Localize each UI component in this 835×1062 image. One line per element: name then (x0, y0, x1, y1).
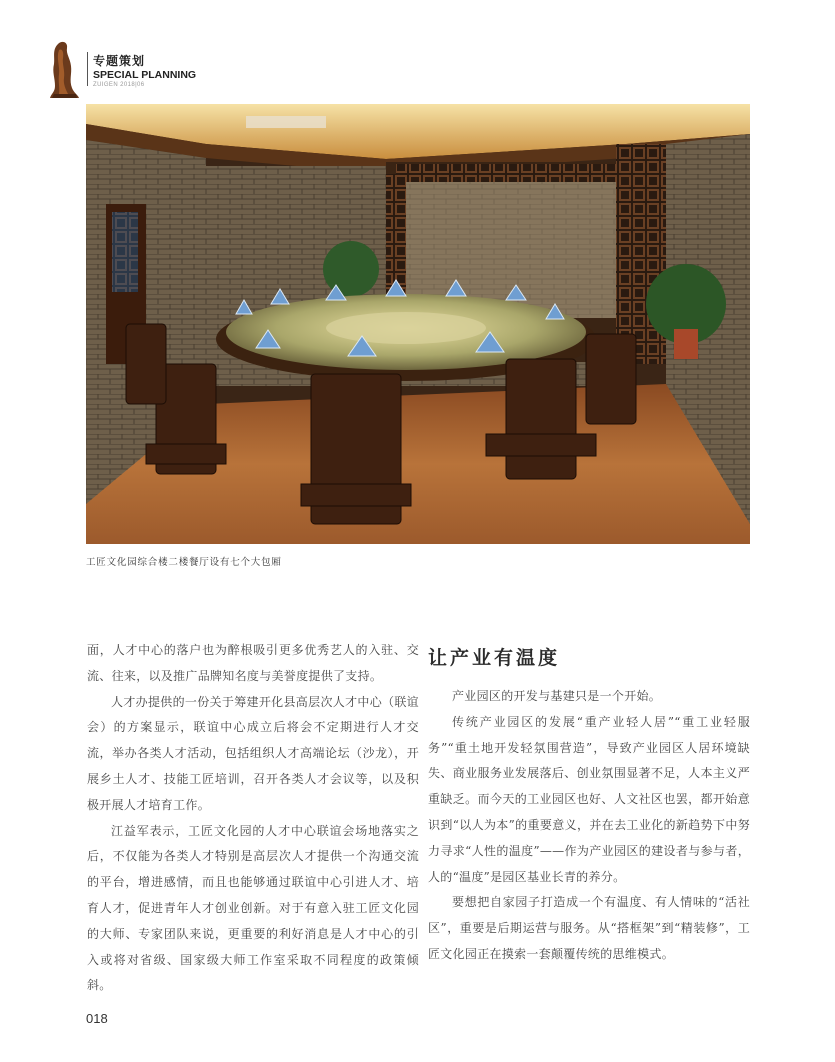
root-carving-logo-icon (46, 40, 80, 100)
section-title-cn: 专题策划 (93, 54, 146, 68)
paragraph: 传统产业园区的发展“重产业轻人居”“重工业轻服务”“重土地开发轻氛围营造”，导致产业园区人居环境缺失、商业服务业发展落后、创业氛围显著不足，人本主义严重缺乏。而今天的工业园区也好、人文社区也罢，都开始意识到“以人为本”的重要意义，并在去工业化的新趋势下中努力寻求“人性的温度”——作为产业园区的建设者与参与者，人的“温度”是园区基业长青的养分。 (428, 714, 750, 884)
header-divider (87, 52, 88, 86)
section-title-en: SPECIAL PLANNING (93, 69, 197, 81)
paragraph: 人才办提供的一份关于筹建开化县高层次人才中心（联谊会）的方案显示，联谊中心成立后将会不定期进行人才交流，举办各类人才活动，包括组织人才高端论坛（沙龙），开展乡土人才、技能工匠培训，召开各类人才会议等，以及积极开展人才培育工作。 (87, 694, 419, 812)
paragraph: 要想把自家园子打造成一个有温度、有人情味的“活社区”，重要是后期运营与服务。从“搭框架”到“精装修”，工匠文化园正在摸索一套颠覆传统的思维模式。 (428, 895, 750, 961)
photo-caption: 工匠文化园综合楼二楼餐厅设有七个大包厢 (86, 557, 282, 568)
paragraph: 面，人才中心的落户也为醉根吸引更多优秀艺人的入驻、交流、往来，以及推广品牌知名度与美誉度提供了支持。 (87, 643, 419, 683)
left-column (87, 638, 419, 999)
issue-label: ZUIGEN 2018|06 (93, 82, 145, 88)
page-header (46, 40, 366, 102)
paragraph: 江益军表示，工匠文化园的人才中心联谊会场地落实之后，不仅能为各类人才特别是高层次人才提供一个沟通交流的平台，增进感情，而且也能够通过联谊中心引进人才、培育人才，促进青年人才创业创新。对于有意入驻工匠文化园的大师、专家团队来说，更重要的利好消息是人才中心的引入或将对省级、国家级大师工作室采取不同程度的政策倾斜。 (87, 823, 419, 993)
restaurant-photo (86, 104, 750, 544)
page-number: 018 (86, 1011, 108, 1026)
paragraph: 产业园区的开发与基建只是一个开始。 (452, 689, 662, 703)
section-heading: 让产业有温度 (428, 647, 561, 669)
restaurant-private-room-photo (86, 104, 750, 544)
right-column (428, 684, 750, 968)
